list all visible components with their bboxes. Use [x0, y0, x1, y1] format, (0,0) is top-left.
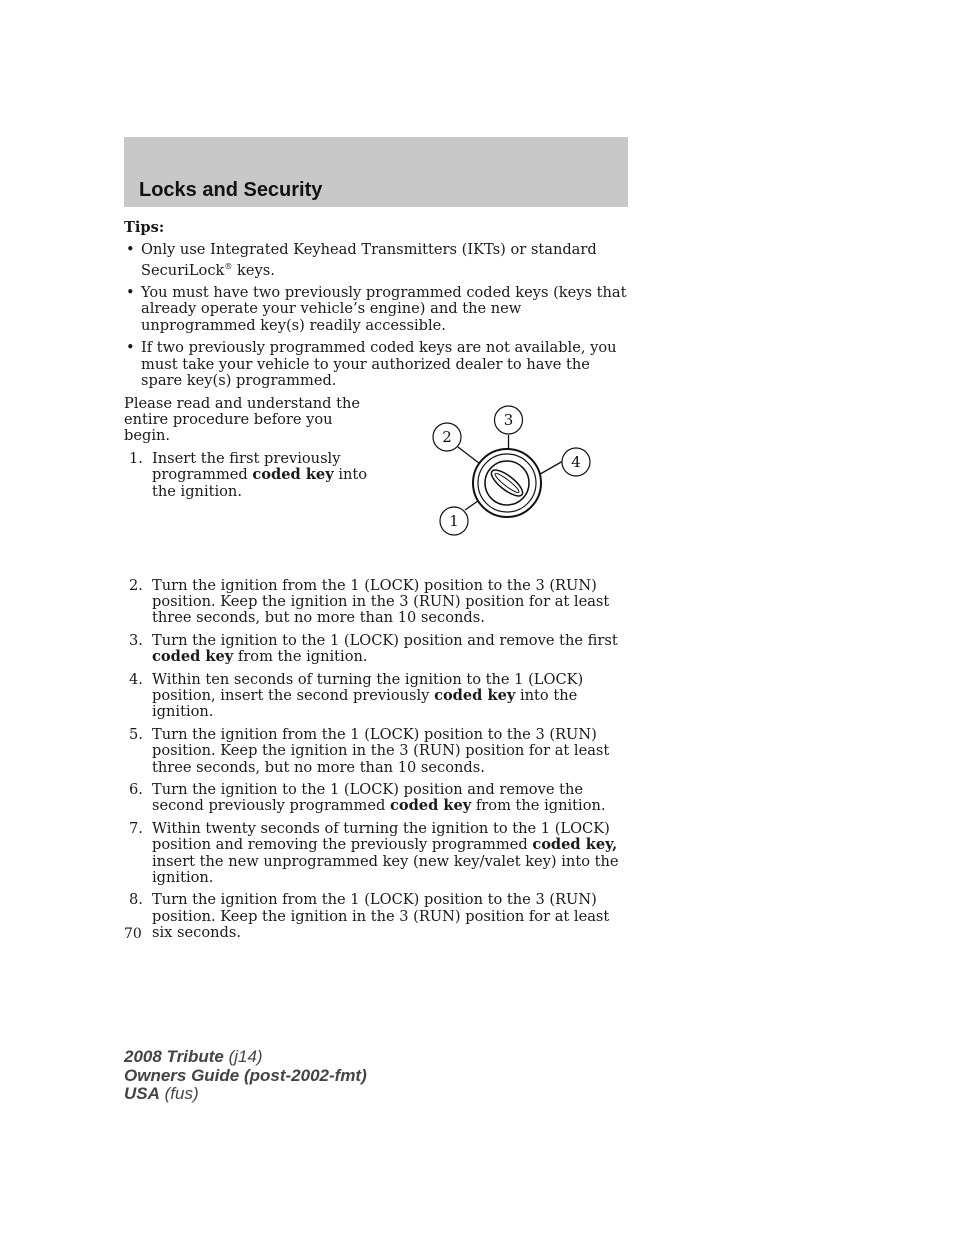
ignition-cylinder-icon	[473, 449, 541, 517]
tip-text: You must have two previously programmed coded keys (keys that already operate your vehicle’s engine) and the new unprogrammed key(s) readily accessible.	[141, 284, 627, 334]
list-item	[124, 340, 628, 389]
step-item: 2. Turn the ignition from the 1 (LOCK) position to the 3 (RUN) position. Keep the ignition in the 3 (RUN) position for at least three seconds, but no more than 10 seconds.	[129, 576, 610, 627]
tip-text: If two previously programmed coded keys are not available, you must take your vehicle to your authorized dealer to have the spare key(s) programmed.	[141, 339, 617, 390]
position-3-label: 3	[503, 410, 514, 429]
tip-text-after: keys.	[232, 261, 275, 279]
tips-heading: Tips:	[124, 219, 165, 236]
list-item	[124, 242, 628, 279]
intro-paragraph: Please read and understand the entire procedure before you begin.	[124, 394, 361, 445]
footer-line: USA (fus)	[124, 1084, 199, 1103]
tips-list	[124, 242, 628, 389]
page-content	[124, 220, 628, 948]
bullet-icon: •	[126, 284, 135, 302]
intro-row	[124, 396, 628, 578]
document-footer	[124, 1048, 367, 1104]
page-number: 70	[124, 926, 142, 942]
step-item: 6. Turn the ignition to the 1 (LOCK) position and remove the second previously programmed coded key from the ignition.	[129, 780, 606, 815]
position-2-label: 2	[442, 427, 452, 446]
section-header	[124, 137, 628, 207]
step-item: 4. Within ten seconds of turning the ignition to the 1 (LOCK) position, insert the second previously coded key into the ignition.	[129, 670, 584, 721]
step-item: 7. Within twenty seconds of turning the ignition to the 1 (LOCK) position and removing the previously programmed coded key, insert the new unprogrammed key (new key/valet key) into the ignition.	[129, 819, 619, 887]
step-item: 3. Turn the ignition to the 1 (LOCK) position and remove the first coded key from the ignition.	[129, 631, 618, 666]
ignition-diagram	[429, 392, 604, 552]
section-title: Locks and Security	[139, 179, 323, 201]
tip-text: Only use Integrated Keyhead Transmitters (IKTs) or standard SecuriLock	[141, 241, 597, 279]
footer-line: 2008 Tribute (j14)	[124, 1047, 263, 1066]
trademark-symbol: ®	[224, 261, 233, 271]
step-item: 5. Turn the ignition from the 1 (LOCK) position to the 3 (RUN) position. Keep the ignition in the 3 (RUN) position for at least three seconds, but no more than 10 seconds.	[129, 725, 610, 776]
list-item	[124, 285, 628, 334]
position-4-label: 4	[571, 452, 581, 471]
intro-column	[124, 396, 374, 500]
step-item: 8. Turn the ignition from the 1 (LOCK) position to the 3 (RUN) position. Keep the ignition in the 3 (RUN) position for at least six seconds.	[129, 891, 610, 942]
position-1-label: 1	[449, 511, 459, 530]
bullet-icon: •	[126, 241, 135, 259]
footer-line: Owners Guide (post-2002-fmt)	[124, 1065, 367, 1085]
bullet-icon: •	[126, 339, 135, 357]
step-item: 1. Insert the first previously programmed coded key into the ignition.	[129, 449, 368, 500]
